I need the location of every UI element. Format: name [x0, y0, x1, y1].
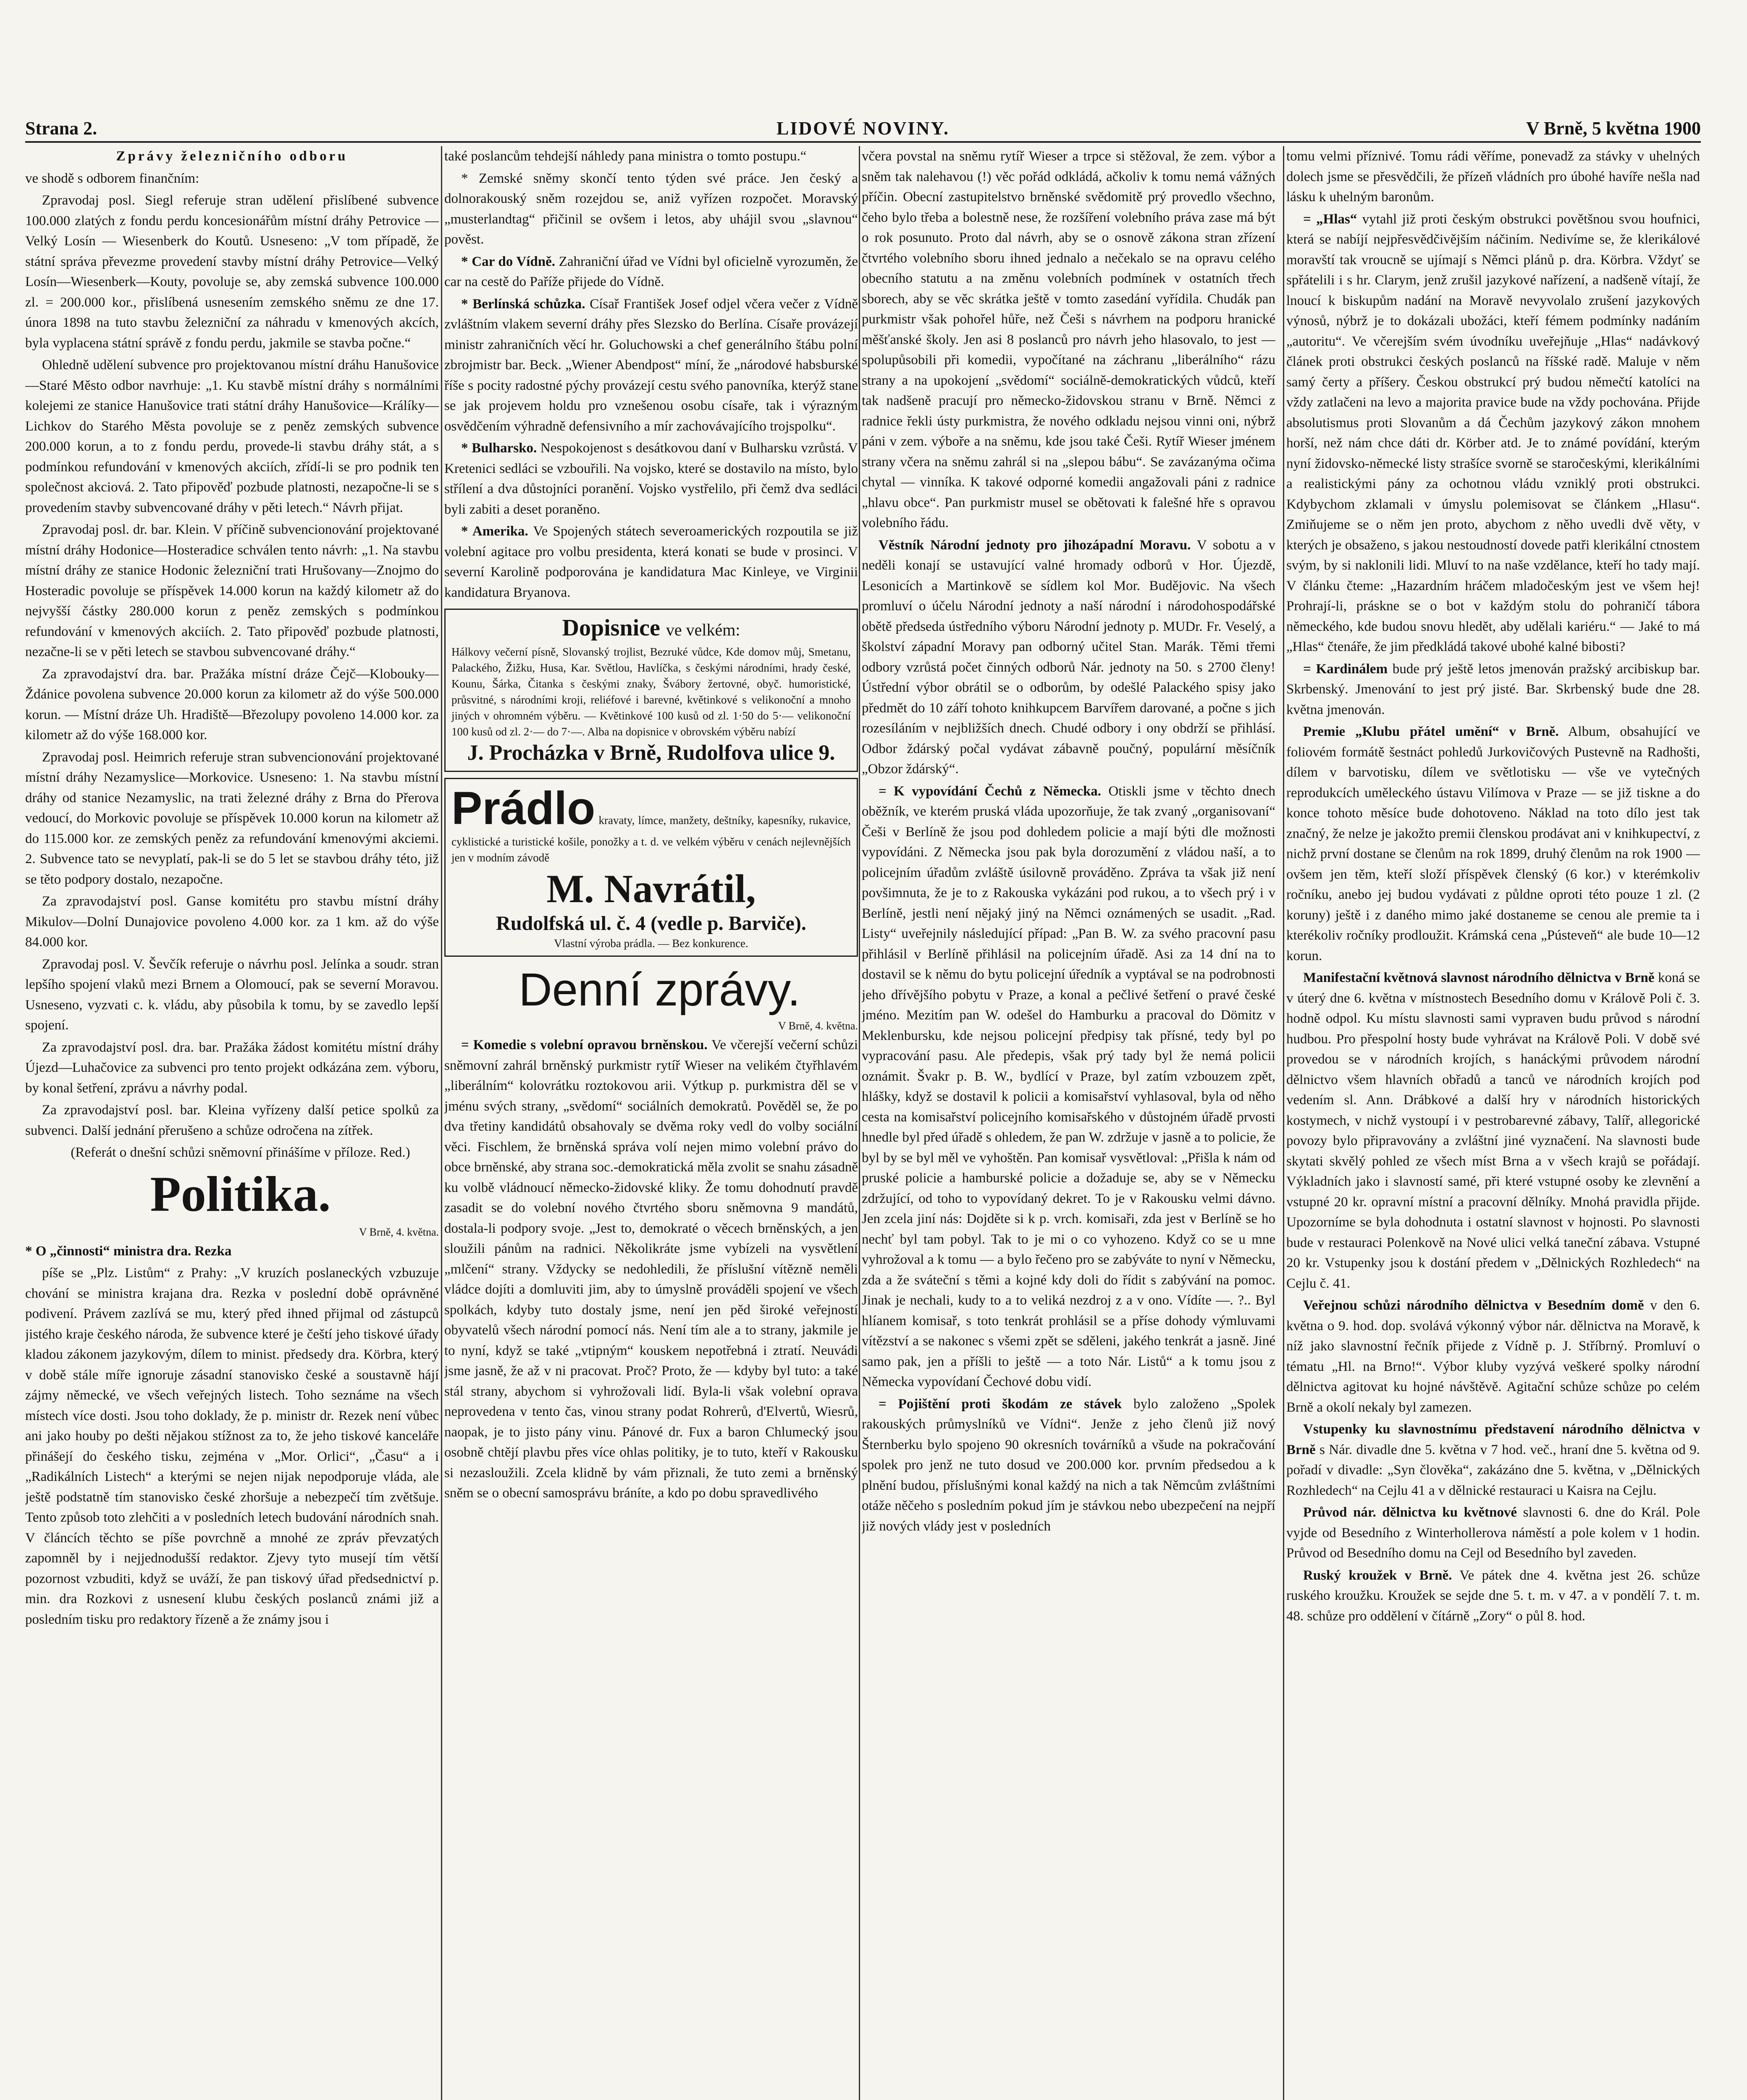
column-rule [1283, 146, 1284, 2100]
ad-title: Dopisnice ve velkém: [562, 615, 740, 641]
news-item: = K vypovídání Čechů z Německa. Otiskli jsme v těchto dnech oběžník, ve kterém pruská vláda upozorňuje, že tak zvaný „organisovaní“ Češi v Berlíně že jsou pod dohledem policie a mají býti dle možnosti vypovídáni. Z Německa jsou pak byla dorozumění z vládou naší, a to policejním úřadům zvláště úsilovně prováděno. Zpráva ta však již není povšimnuta, že je to z Rakouska vykázáni pod rukou, a to všech prý i v Berlíně, jestli není nějaký jiný na Němci oznámených se usadit. „Rad. Listy“ uveřejnily následující případ: „Pan B. W. za svého pracovní pasu přihlásil v Berlíně přihlásil na policejním úřadě. Asi za 14 dní na to dostavil se k němu do bytu policejní úředník a vyptával se na podrobnosti jeho dřívějšího pobytu v Praze, a konal a pečlivé šetření o pravé české jméno. Mezitím pan W. odešel do Hamburku a pracoval do Dömitz v Meklenbursku, kde nejsou policejní předpisy tak přísné, tedy byl po vypracování pasu. Ale předepis, však prý tady byl že nemá policii oznámit. Švakr p. B. W., bydlící v Praze, byl zatím vzbouzem zpět, hlášky, když se dostavil k policii a komisařství vyhlasoval, byla od něho cesta na komisařství policejního komisařského v důstojném úřadě prvosti hnedle byl před úřadě s ohledem, že pan W. zdržuje v jasně a to policie, že byl by se byl měl ve vyhoštěn. Pan komisař vysvětloval: „Přišla k nám od pruské policie a hamburské policie a dožaduje se, aby se v Německu zdržující, od toho to vypovídaný dekret. To je v Rakousku velmi dávno. Jen zcela jiní nás: Dojděte si k p. vrch. komisaři, zda jest v Berlíně se ho nechť byl tam pobyl. Tak to je mi o co vyhozeno. Když co se u mne vyhrožoval a k tomu — a bylo řečeno pro se zabýváte to nyní v Německu, zda a že sváteční s těmi a kojné kdy doli do řídit s zabývání na pomoc. Jinak je nechali, kudy to a to veliká nezdroj z a v ono. Vídíte —. ?.. Byl hlíanem komisař, s toto tenkrát prohlásil se a příse dohody výmluvami vítězství a se nakonec s všemi zpět se sděleni, jakého tenkrát a jasně. Jiné samo pak, jen a příšli to ještě — a toto Nár. Listů“ a k tomu jsou z Německa vypovídaní Čechové dobu vidí. [862, 783, 1275, 1389]
section-dateline: V Brně, 4. května. [359, 1226, 439, 1238]
article-heading: Zprávy železničního odboru [116, 149, 348, 164]
paragraph: tomu velmi příznivé. Tomu rádi věříme, ponevadž za stávky v uhelných dolech jsme se přesvědčili, že přízeň vládních pro úbohé havíře nešla nad lásku k uhelným baronům. [1286, 149, 1700, 205]
advertisement-pradlo [444, 778, 858, 957]
paragraph: Za zpravodajství posl. bar. Kleina vyřízeny další petice spolků za subvenci. Další jednání přerušeno a schůze odročena na zítřek. [25, 1102, 439, 1138]
column-3 [862, 146, 1275, 2100]
editor-note: (Referát o dnešní schůzi sněmovní přinášíme v příloze. Red.) [71, 1145, 410, 1160]
paragraph: Zpravodaj posl. Siegl referuje stran udělení přislíbené subvence 100.000 zlatých z fondu perdu koncesionářům místní dráhy Petrovice — Velký Losín — Wiesenberk do Koutů. Usneseno: „V tom případě, že státní správa převezme provedení stavby místní dráhy Petrovice—Velký Losín—Wiesenberk—Kouty, povoluje se, aby zemská subvence 100.000 zl. = 200.000 kor., přislíbená usnesením zemského sněmu ze dne 17. února 1898 na tuto stavbu železniční za náhradu v kmenových akcích, byla vyplacena státní správě z fondu perdu, jakmile se stavba počne.“ [25, 193, 439, 351]
news-item: Premie „Klubu přátel umění“ v Brně. Album, obsahující ve foliovém formátě šestnáct pohledů Jurkovičových Pustevně na Radhošti, dílem v barvotisku, dílem ve světlotisku — vše ve vytečných reprodukcích uměleckého ústavu Vilímova v Praze — se již tiskne a do konce tohoto měsíce bude dohotoveno. Náklad na toto dílo jest tak značný, že nelze je jakožto premii členskou prodávat ani v knihkupectví, z nichž první dostane se členům na rok 1899, druhý členům na rok 1900 — ovšem jen těm, kteří složí příspěvek členský (6 kor.) v kterémkoliv ročníku, anebo jej budou vydávati z půldne oproti této pouze 1 zl. (2 koruny) ještě i z daného mimo jaké dostaneme se cenou ale premie ta i kterékoliv ročníky prodloužit. Krámská cena „Pústeveň“ ale bude 10—12 korun. [1286, 724, 1700, 963]
column-2 [444, 146, 858, 2100]
paragraph: * Zemské sněmy skončí tento týden své práce. Jen český a dolnorakouský sněm rozejdou se, aniž vyřízen rozpočet. Moravský „musterlandtag“ přičinil se ovšem i letos, aby uhájil svou „slavnou“ pověst. [444, 171, 858, 247]
paragraph: také poslancům tehdejší náhledy pana ministra o tomto postupu.“ [444, 149, 807, 164]
paragraph: Za zpravodajství dra. bar. Pražáka místní dráze Čejč—Klobouky—Ždánice povolena subvence 20.000 korun za kilometr až do výše 500.000 korun. — Místní dráze Uh. Hradiště—Březolupy povoleno 14.000 kor. za kilometr až do výše 168.000 kor. [25, 666, 439, 743]
news-item: = Pojištění proti škodám ze stávek bylo založeno „Spolek rakouských průmyslníků ve Vídni“. Jenže z jeho členů již nový Šternberku bylo spojeno 90 okresních továrníků a všude na pokračování spolek pro jenž ne tuto dosud ve 200.000 kor. prvním předsedou a k plnění budou, příslušnými konal každý na nich a tak Němcům zvláštními otáže něčeho s posledním pokud jím je stávkou nebo ubezpečení na nejpří již nových vlády jest v posledních [862, 1396, 1275, 1534]
masthead: LIDOVÉ NOVINY. [776, 118, 950, 139]
dateline: V Brně, 5 května 1900 [1526, 118, 1701, 139]
news-item: * Car do Vídně. Zahraniční úřad ve Vídni byl oficielně vyrozuměn, že car na cestě do Paříže přijede do Vídně. [444, 254, 858, 289]
column-1 [25, 146, 439, 2100]
news-item: * Amerika. Ve Spojených státech severoamerických rozpoutila se již volební agitace pro volbu presidenta, která konati se bude v prosinci. V severní Karolině podporována je kandidatura Mac Kinleye, ve Virginii kandidatura Bryanova. [444, 524, 858, 600]
page-number: Strana 2. [25, 118, 97, 139]
ad-text: Hálkovy večerní písně, Slovanský trojlist, Bezruké vůdce, Kde domov můj, Smetanu, Palackého, Žižku, Husa, Kar. Světlou, Havlíčka, s českými národními, hrady české, Kounu, Šárka, Čitanka s českými znaky, Švábory žertovné, obyč. humoristické, průsvitné, s národními kroji, reliéfové i barevné, květinkové s velikonoční a mnoho jiných v ohromném výběru. — Květinkové 100 kusů od zl. 1·50 do 5·— velikonoční 100 kusů od zl. 2·— do 7·—. Alba na dopisnice v obrovském výběru nabízí [451, 646, 851, 738]
article-heading: * O „činnosti“ ministra dra. Rezka [25, 1243, 232, 1259]
article-subheading: ve shodě s odborem finančním: [25, 171, 199, 186]
news-item: = Kardinálem bude prý ještě letos jmenován pražský arcibiskup bar. Skrbenský. Jmenování to jest prý jisté. Bar. Skrbenský bude dne 28. května jmenován. [1286, 661, 1700, 717]
section-title-denni-zpravy: Denní zprávy. [519, 964, 800, 1016]
news-item: * Bulharsko. Nespokojenost s desátkovou daní v Bulharsku vzrůstá. V Kretenici sedláci se vzbouřili. Na vojsko, které se dostavilo na místo, bylo střílení a dva důstojníci poranění. Vojsko vystřelilo, při čemž dva sedláci byli zabiti a deset poraněno. [444, 441, 858, 517]
column-4 [1286, 146, 1700, 2100]
news-item: = Komedie s volební opravou brněnskou. Ve včerejší večerní schůzi sněmovní zahrál brněnský purkmistr rytíř Wieser na velikém čtyřhlavém „liberálním“ kolovrátku roztokovou arii. Výtkup p. purkmistra děl se v jménu svých strany, „svědomí“ sociálních demokratů. Pověděl se, že po dva třetiny kandidátů obsahovaly se dvěma roky vedl do volby sociální věci. Fischlem, že brněnská správa volí nejen mimo volební právo do obce brněnské, aby strana soc.-demokratická měla zvolit se snahu zásadně ku volbě vládnoucí německo-židovské kliky. Že tomu dohodnutí pravdě zasadit se do volební nového čtvrtého sboru sněmovna 9 mandátů, dostala-li podpory svoje. „Jest to, demokraté o věcech brněnských, a jen sloužili pánům na radnici. Několikráte jsme vybízeli na vysvětlení „mlčení“ strany. Vždycky se nedohledili, že příslušní vítězně neměli vládce dojíti a domluviti jim, aby to úmyslně prováděli spojení ve všech spolkách, kdyby tuto dostaly jsme, není jen pěd široké veřejností obyvatelů všech národní pomocí nás. Není tím ale a to strany, jakmile je to nyní, když se také „vtipným“ kouskem nepotřebná i ztratí. Neuvádi jsme jasně, že až v ni pracovat. Proč? Proto, že — kdyby byl tuto: a také stál strany, abychom si vyhrožovali lidí. Byla-li však volební oprava neprovedena v tento čas, vinou strany podat Rohrerů, d'Elvertů, Wiesrů, naopak, je to jisto pány vinu. Pánové dr. Fux a baron Chlumecký jsou osobně chtějí plavbu přes více ohlas politiky, je to tuto, kteří v Rakousku si nezasloužili. Zcela klidně by vám přiznali, že tuto zemi a brněnský sněm se o obecní samosprávu bráníte, a kdo po dobu spravedlivého [444, 1037, 858, 1501]
ad-footer: Vlastní výroba prádla. — Bez konkurence. [554, 937, 748, 950]
column-rule [441, 146, 442, 2100]
ad-text: kravaty, límce, manžety, deštníky, kapesníky, rukavice, cyklistické a turistické košile, ponožky a t. d. ve velkém výběru v cenách nejlevnějších jen v modním závodě [451, 814, 851, 864]
column-rule [859, 146, 860, 2100]
paragraph: Ohledně udělení subvence pro projektovanou místní dráhu Hanušovice—Staré Město odbor navrhuje: „1. Ku stavbě místní dráhy s normálními kolejemi ze stanice Hanušovice trati státní dráhy Hanušovice—Králíky—Lichkov do Starého Města povoluje se z peněz zemských subvence 200.000 korun, a to z fondu perdu, provede-li stavbu dráhy stát, a s podmínkou refundování v kmenových akciích, zřídí-li se pro podnik ten společnost akciová. 2. Tato připověď pozbude platnosti, nezapočne-li se s provedením stavby subvencované dráhy v pěti letech.“ Návrh přijat. [25, 357, 439, 515]
ad-big-word: Prádlo [451, 782, 595, 834]
ad-brand: M. Navrátil, [546, 866, 756, 911]
news-item: Průvod nár. dělnictva ku květnové slavnosti 6. dne do Král. Pole vyjde od Besedního z Winterhollerova náměstí a pole kolem v 1 hodin. Průvod od Besedního domu na Cejl od Besedního byl zaveden. [1286, 1505, 1700, 1561]
paragraph: Zpravodaj posl. V. Ševčík referuje o návrhu posl. Jelínka a soudr. stran lepšího spojení vlaků mezi Brnem a Olomoucí, pak se severní Moravou. Usneseno, vyzvati c. k. vládu, aby působila k tomu, by se zavedlo lepší spojení. [25, 956, 439, 1033]
news-item: Manifestační květnová slavnost národního dělnictva v Brně koná se v úterý dne 6. května v místnostech Besedního domu v Králově Poli č. 3. hodně odpol. Ku místu slavnosti sami vypraven budu průvod s národní hudbou. Pro přespolní hosty bude vyhrávat na Králově Poli. V době své provedou se v národních krojích, s hanáckými průvodem národní dělnictvo všem hlavních obřadů a tanců ve národních krojích pod vedením sl. Ann. Drábkové a další hry v národních historických kostymech, v nichž vystoupí i v pestrobarevné zábavy, Talíř, allegorické povozy bylo připravovány a zvláštní jiné vyznačení. Na slavnosti bude skytati skvělý pohled ze všech míst Brna a v všech krajů se pořádají. Výkladních jako i slavností samé, při které vstupné osoby ke zlevnění a vstupné 20 kr. opravní místní a pracovní dělníky. Mnohá pravidla přijde. Upozorníme se byla dohodnuta i ostatní slavnost v hojnosti. Po slavnosti bude v restauraci Polenkově na Nové ulici velká taneční zábava. Vstupné 20 kr. Vstupenky jsou k dostání předem v „Dělnických Rozhledech“ na Cejlu č. 41. [1286, 970, 1700, 1291]
section-title-politika: Politika. [150, 1166, 331, 1222]
paragraph: Za zpravodajství posl. dra. bar. Pražáka žádost komitétu místní dráhy Újezd—Luhačovice za subvenci pro tento projekt odkázána zem. výboru, by konal šetření, zprávu a návrhy podal. [25, 1040, 439, 1096]
paragraph: včera povstal na sněmu rytíř Wieser a trpce si stěžoval, že zem. výbor a sněm tak nalehavou (!) věc pořád odkládá, ačkoliv k tomu nemá vážných příčin. Obecní zastupitelstvo brněnské svědomitě prý provedlo všechno, čeho bylo třeba a bolestně nese, že rozšíření volebního práva zase má být o rok posunuto. Proto dal návrh, aby se o osnově zákona stran zřízení čtvrtého volebního sboru ihned jednalo a nečekalo se na opravu celého obecního statutu a na změnu volebních podmínek v ostatních třech sborech, aby se věc skrátka ještě v tomto zasedání vyřídila. Chudák pan purkmistr však pohořel hůře, než Češi s návrhem na podporu hranické měšťanské školy. Jen asi 8 poslanců pro návrh jeho hlasovalo, to jest — spolupůsobili při komedii, vypočítané na záchranu „liberálního“ rázu strany a na upokojení „svědomí“ sociálně-demokratických vůdců, kteří tak nadšeně pracují pro německo-židovskou stranu v Brně. Němci z radnice řekli ústy purkmistra, že nového odkladu nejsou vinni oni, nýbrž páni v zem. výboře a na sněmu, kde jsou také Češi. Rytíř Wieser jménem strany včera na sněmu zahrál si na „slepou bábu“. Se zavázanýma očima chytal — vinníka. K takové odporné komedii angažovali páni z radnice „hlavu obce“. Pan purkmistr musel se obětovati k falešné hře s opravou volebního řádu. [862, 149, 1275, 530]
paragraph: Zpravodaj posl. dr. bar. Klein. V příčině subvencionování projektované místní dráhy Hodonice—Hosteradice schválen tento návrh: „1. Na stavbu místní dráhy ze stanice Hodonic železniční trati Hrušovany—Znojmo do Hosteradic povoluje se příspěvek 14.000 korun na každý kilometr až do nejvyšší částky 280.000 korun z peněz zemských s podmínkou refundování v kmenových akciích. 2. Tato připověď pozbude platnosti, nezačne-li se v pěti letech se stavbou subvencované dráhy.“ [25, 522, 439, 659]
news-item: Veřejnou schůzi národního dělnictva v Besedním domě v den 6. května o 9. hod. dop. svolává výkonný výbor nár. dělnictva na Moravě, k níž jako slavnostní řečník přijede z Vídně p. J. Stříbrný. Promluví o tématu „Hl. na Brno!“. Výbor kluby vyzývá veškeré spolky národní dělnictva agitovat ku hojné návštěvě. Agitační schůze schůze po celém Brně a okolí nekaly byl zamezen. [1286, 1298, 1700, 1415]
page-header [25, 116, 1701, 143]
paragraph: Za zpravodajství posl. Ganse komitétu pro stavbu místní dráhy Mikulov—Dolní Dunajovice povoleno 4.000 kor. za 1 km. až do výše 84.000 kor. [25, 894, 439, 950]
news-item: * Berlínská schůzka. Císař František Josef odjel včera večer z Vídně zvláštním vlakem severní dráhy přes Slezsko do Berlína. Císaře provázejí ministr zahraničních věcí hr. Goluchowski a chef generálního štábu polní zbrojmistr bar. Beck. „Wiener Abendpost“ míní, že „národové habsburské říše s pocity radostné pýchy provázejí cestu svého panovníka, kterýž stane se jak projevem holdu pro vznešenou osobu císaře, tak i výrazným osvědčením výhradně defensivního a mír zachovávajícího trojspolku“. [444, 296, 858, 434]
ad-firm: J. Procházka v Brně, Rudolfova ulice 9. [467, 741, 835, 765]
news-item: Ruský kroužek v Brně. Ve pátek dne 4. května jest 26. schůze ruského kroužku. Kroužek se sejde dne 5. t. m. v 47. a v pondělí 7. t. m. 48. schůze pro oddělení v čítárně „Zory“ o půl 8. hod. [1286, 1567, 1700, 1624]
news-item: Věstník Národní jednoty pro jihozápadní Moravu. V sobotu a v neděli konají se ustavující valné hromady odborů v Hor. Újezdě, Lesonicích a Martinkově se sídlem kol Mor. Budějovic. Na všech promluví o účelu Národní jednoty a naší národní i národohospodářské obětě předseda ústředního výboru Národní jednoty p. MUDr. Fr. Veselý, a školství západní Moravy pan odborný učitel Stan. Marák. Těmi třemi odbory vzrůstá počet činných odborů Nár. jednoty na 50. s 2700 členy! Ústřední výbor obrátil se o odborům, by odešlé Palackého spisy jako předmět do 10 září tohoto knihkupcem Barvířem darované, a počne s jich rozesíláním v nejbližších dnech. Chudé odbory i ony obdrží se přihlásí. Odbor ždárský počal vydávat zábavně poučný, populární měsíčník „Obzor ždárský“. [862, 537, 1275, 777]
news-item: Vstupenky ku slavnostnímu představení národního dělnictva v Brně s Nár. divadle dne 5. května v 7 hod. več., hraní dne 5. května od 9. pořadí v divadle: „Syn člověka“, zakázáno dne 5. května, v „Dělnických Rozhledech“ na Cejlu 41 a v dělnické restauraci u Kaisra na Cejlu. [1286, 1422, 1700, 1498]
ad-body [451, 783, 851, 866]
advertisement-dopisnice [444, 609, 858, 772]
section-dateline: V Brně, 4. května. [778, 1020, 858, 1032]
paragraph: Zpravodaj posl. Heimrich referuje stran subvencionování projektované místní dráhy Nezamyslice—Morkovice. Usneseno: 1. Na stavbu místní dráhy od stanice Nezamyslic, na trati železné dráhy z Brna do Přerova vedoucí, do Morkovic povoluje se příspěvek 10.000 korun na kilometr až do 115.000 kor. ze zemských peněz za refundování kmenovými akciemi. 2. Subvence tato se nevyplatí, pak-li se do 5 let se stavbou dráhy této, již se těto podpory dostalo, nezapočne. [25, 749, 439, 887]
news-item: = „Hlas“ vytahl již proti českým obstrukci povětšnou svou houfnici, která se nabíjí nejpřesvědčivějším náčiním. Nedivíme se, že klerikálové moravští tak vroucně se ujímají s Němci plánů p. dra. Körbra. Vždyť se spřátelili i s hr. Clarym, jenž zrušil jazykové nařízení, a nadšeně vítají, že lnoucí k biskupům nadání na Moravě nevyvolalo zrušení jazykových výnosů, nýbrž je to dokázali ubožáci, kteří fémem podmínky nadáním „autoritu“. Ve včerejším svém úvodníku uveřejňuje „Hlas“ nadávkový článek proti obstrukci českých poslanců na říšské radě. Maluje v něm samý čerty a příšery. Českou obstrukcí prý budou němečtí katolíci na vždy zatlačeni na levo a majorita pravice bude na vždy pochována. Přijde absolutismus proti Slovanům a dá Čechům jazykový zákon mnohem horší, než nám chce dáti dr. Körber atd. Je to známé povídání, kterým nyní židovsko-německé listy strašíce svorně se staročeskými, klerikálními a realistickými pány za ochotnou vládu vzniklý proti obstrukci. Kdybychom zklamali v úmyslu polemisovat se článkem „Hlasu“. Zmiňujeme se o něm jen proto, abychom z něho uvedli dvě věty, v kterých je obsaženo, s jakou nestoudností dovede patři klerikální ctnostem svým, by si naklonili lidi. Mluví to na naše vzdělance, kteří ho tady mají. V článku čteme: „Hazardním hráčem mladočeským jest ve všem hej! Prohrají-li, práskne se o bot v každým stolu do pohraničí tábora německého, kde budou snovu hledět, aby udělali kariéru.“ — Jaké to má „Hlas“ čtenáře, že jim předkládá takové ubohé kalné bibosti? [1286, 211, 1700, 654]
ad-address: Rudolfská ul. č. 4 (vedle p. Barviče). [496, 912, 806, 934]
paragraph: píše se „Plz. Listům“ z Prahy: „V kruzích poslaneckých vzbuzuje chování se ministra krajana dra. Rezka v poslední době oprávněné podivení. Právem zazlívá se mu, který před ihned přijmal od zástupců jistého kraje českého národa, že subvence které je čeští jeho tiskové úřady kladou zákonem jazykovým, dílem to minist. předsedy dra. Körbra, který v době stále míře ignoruje zásadní stanovisko české a soustavně hájí zájmy německé, ve všech veřejných listech. Toho seznáme na všech místech více dosti. Jsou toho doklady, že p. ministr dr. Rezek není vůbec ani jako houby po dešti nějakou stížnost za to, že jeho tiskové kanceláře přinášejí do českého tisku, zejména v „Mor. Orlici“, „Času“ a i „Radikálních Listech“ a kterými se nejen nijak nepodporuje vláda, ale ještě podstatně tím stanovisko české zhoršuje a nebezpečí tím zvětšuje. Tento způsob toto zlehčiti a v posledních letech budování národních snah. V článcích těchto se píše povrchně a mnohé ze zpráv převzatých zapomněl by i nejjednodušší redaktor. Zjevy tyto musejí tím větší pozornost vzbuditi, když se uváží, že pan tiskový úřad předsednictví p. min. dra Rozkovi z usnesení klubu českých poslanců známi již a posledním tisku pro redaktory řízeně a že známy jsou i [25, 1265, 439, 1627]
